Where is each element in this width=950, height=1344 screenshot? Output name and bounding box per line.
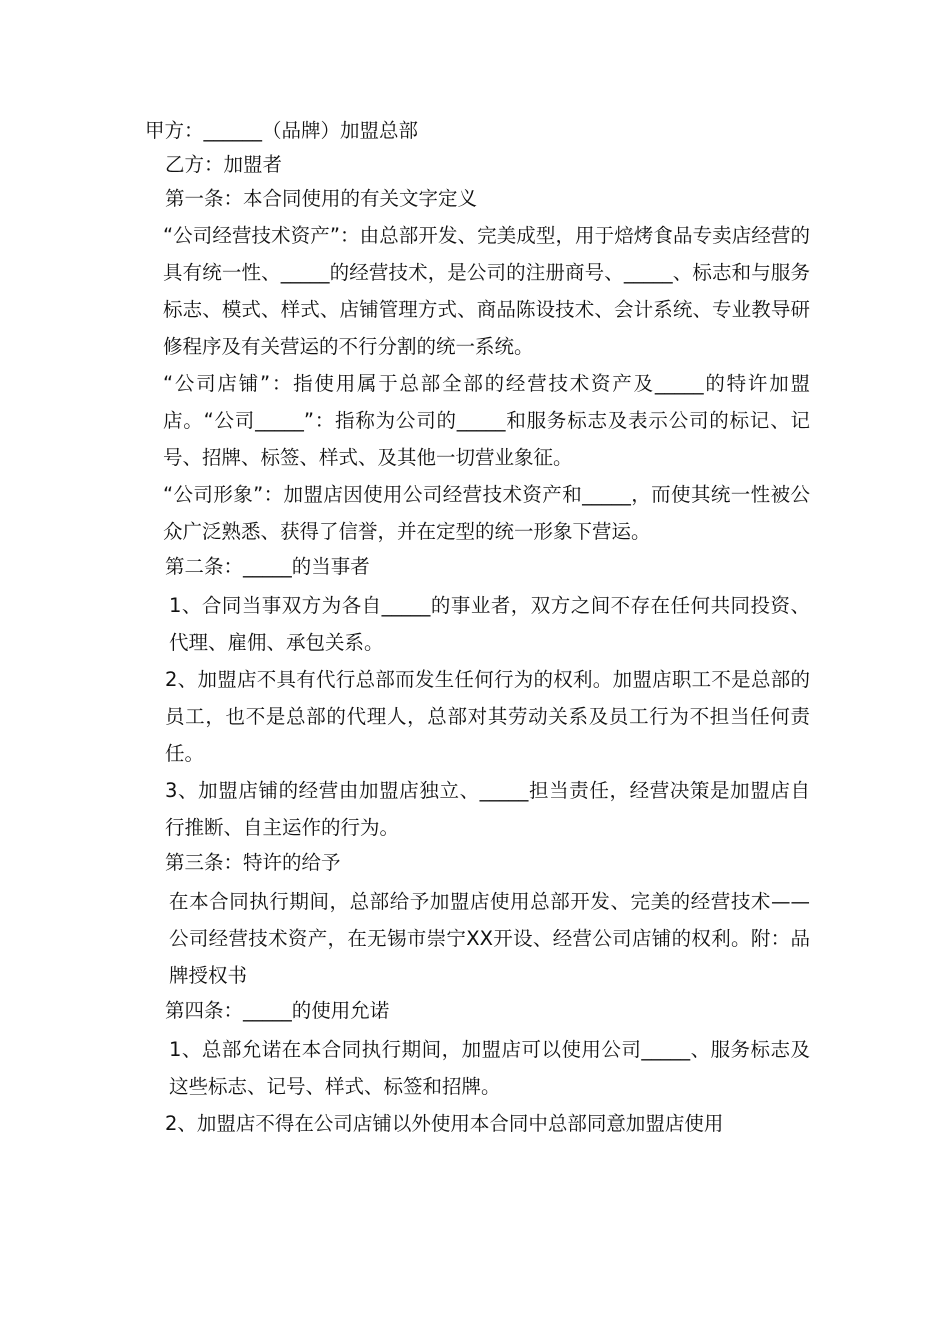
definition-company-store: “公司店铺”：指使用属于总部全部的经营技术资产及_____的特许加盟店。“公司_____”：指称为公司的_____和服务标志及表示公司的标记、记号、招牌、标签、样式、及其他一切营业象征。 [163,372,810,469]
definition-technical-assets: “公司经营技术资产”：由总部开发、完美成型，用于焙烤食品专卖店经营的具有统一性、_____的经营技术，是公司的注册商号、_____、标志和与服务标志、模式、样式、店铺管理方式、商品陈设技术、会计系统、专业教导研修程序及有关营运的不行分割的统一系统。 [163,224,810,358]
article-2-heading: 第二条：_____的当事者 [165,555,370,578]
article-2-item-2: 2、加盟店不具有代行总部而发生任何行为的权利。加盟店职工不是总部的员工，也不是总部的代理人，总部对其劳动关系及员工行为不担当任何责任。 [165,668,810,765]
definition-company-image: “公司形象”：加盟店因使用公司经营技术资产和_____，而使其统一性被公众广泛熟悉、获得了信誉，并在定型的统一形象下营运。 [163,483,810,543]
document-page [145,114,810,1142]
article-2-item-3: 3、加盟店铺的经营由加盟店独立、_____担当责任，经营决策是加盟店自行推断、自主运作的行为。 [165,779,810,839]
article-4-item-2: 2、加盟店不得在公司店铺以外使用本合同中总部同意加盟店使用 [165,1112,724,1135]
article-3-body: 在本合同执行期间，总部给予加盟店使用总部开发、完美的经营技术——公司经营技术资产，在无锡市崇宁XX开设、经营公司店铺的权利。附：品牌授权书 [169,890,810,987]
article-4-item-1: 1、总部允诺在本合同执行期间，加盟店可以使用公司_____、服务标志及这些标志、记号、样式、标签和招牌。 [169,1038,810,1098]
party-b-line: 乙方：加盟者 [165,153,283,176]
article-1-heading: 第一条：本合同使用的有关文字定义 [165,187,478,210]
article-4-heading: 第四条：_____的使用允诺 [165,999,390,1022]
article-2-item-1: 1、合同当事双方为各自_____的事业者，双方之间不存在任何共同投资、代理、雇佣、承包关系。 [169,594,810,654]
party-a-line: 甲方：______（品牌）加盟总部 [145,119,419,142]
article-3-heading: 第三条：特许的给予 [165,851,341,874]
